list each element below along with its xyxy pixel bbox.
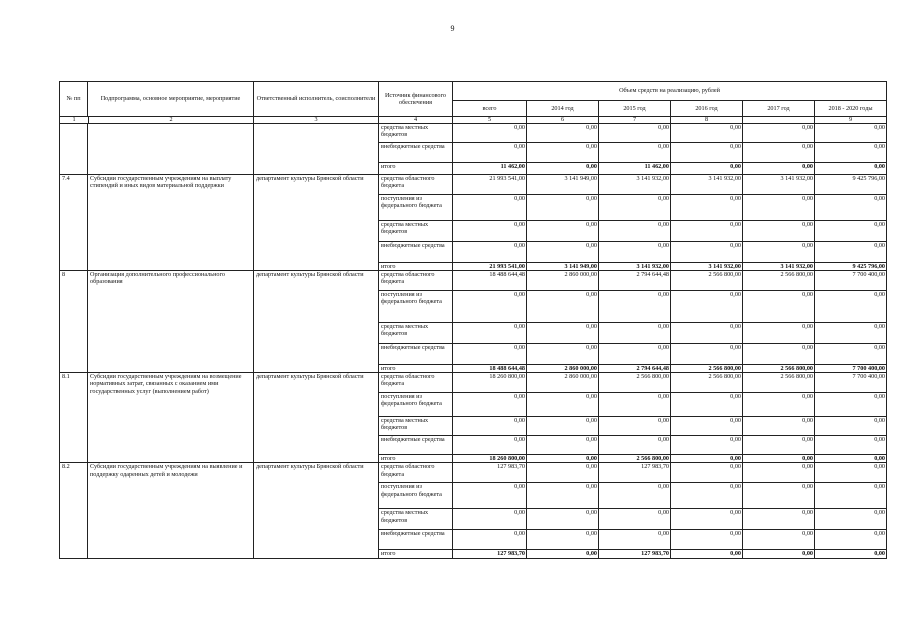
table-row — [60, 463, 887, 483]
amount-cell: 0,00 — [599, 509, 671, 530]
table-body — [60, 124, 887, 559]
amount-cell: 0,00 — [671, 393, 743, 417]
amount-cell: 0,00 — [815, 550, 887, 558]
funding-source: средства местных бюджетов — [379, 509, 453, 530]
amount-cell: 0,00 — [453, 291, 527, 323]
budget-table — [59, 81, 887, 559]
amount-cell: 7 700 400,00 — [815, 271, 887, 291]
amount-cell: 0,00 — [743, 143, 815, 163]
amount-cell: 3 141 932,00 — [599, 175, 671, 195]
funding-source: итого — [379, 550, 453, 558]
row-number — [60, 124, 88, 175]
amount-cell: 0,00 — [453, 509, 527, 530]
column-number: 1 — [72, 116, 76, 123]
funding-source: итого — [379, 365, 453, 373]
amount-cell: 0,00 — [743, 124, 815, 143]
header-year: 2017 год — [743, 101, 815, 117]
amount-cell: 0,00 — [815, 463, 887, 483]
amount-cell: 0,00 — [453, 195, 527, 221]
amount-cell: 0,00 — [527, 242, 599, 263]
row-number: 7.4 — [60, 175, 88, 271]
program-name: Субсидии государственным учреждениям на возмещение нормативных затрат, связанных с оказанием ими государственных услуг (выполнением работ) — [88, 373, 254, 463]
amount-cell: 3 141 932,00 — [671, 263, 743, 271]
amount-cell: 0,00 — [453, 323, 527, 344]
table-row — [60, 373, 887, 393]
amount-cell: 0,00 — [527, 455, 599, 463]
amount-cell: 127 983,70 — [599, 550, 671, 558]
amount-cell: 3 141 932,00 — [743, 263, 815, 271]
funding-source: внебюджетные средства — [379, 242, 453, 263]
amount-cell: 127 983,70 — [599, 463, 671, 483]
amount-cell: 0,00 — [671, 291, 743, 323]
column-number: 8 — [671, 117, 743, 124]
funding-source: средства местных бюджетов — [379, 221, 453, 242]
column-number: 7 — [599, 117, 671, 124]
amount-cell: 2 566 800,00 — [743, 271, 815, 291]
amount-cell: 0,00 — [453, 483, 527, 509]
amount-cell: 2 860 000,00 — [527, 271, 599, 291]
funding-source: средства областного бюджета — [379, 373, 453, 393]
amount-cell: 2 566 800,00 — [671, 373, 743, 393]
amount-cell: 11 462,00 — [599, 163, 671, 175]
program-name: Субсидии государственным учреждениям на выявление и поддержку одаренных детей и молодежи — [88, 463, 254, 558]
amount-cell: 0,00 — [527, 221, 599, 242]
amount-cell: 0,00 — [743, 195, 815, 221]
amount-cell: 2 566 800,00 — [743, 373, 815, 393]
amount-cell: 0,00 — [599, 195, 671, 221]
amount-cell: 21 993 541,00 — [453, 175, 527, 195]
amount-cell: 0,00 — [815, 195, 887, 221]
amount-cell: 0,00 — [815, 455, 887, 463]
amount-cell: 0,00 — [599, 483, 671, 509]
funding-source: средства областного бюджета — [379, 175, 453, 195]
amount-cell: 0,00 — [671, 417, 743, 436]
amount-cell: 0,00 — [527, 124, 599, 143]
page-number: 9 — [450, 24, 455, 33]
column-number: 4 — [379, 117, 453, 124]
row-number: 8.2 — [60, 463, 88, 558]
executor-name: департамент культуры Брянской области — [254, 271, 379, 373]
amount-cell: 0,00 — [599, 530, 671, 550]
amount-cell: 0,00 — [743, 242, 815, 263]
funding-source: поступления из федерального бюджета — [379, 291, 453, 323]
amount-cell: 0,00 — [743, 455, 815, 463]
program-name: Организация дополнительного профессионального образования — [88, 271, 254, 373]
amount-cell: 0,00 — [453, 417, 527, 436]
amount-cell: 0,00 — [453, 436, 527, 455]
amount-cell: 0,00 — [599, 344, 671, 365]
header-year: всего — [453, 101, 527, 117]
amount-cell: 0,00 — [671, 242, 743, 263]
amount-cell: 3 141 932,00 — [599, 263, 671, 271]
amount-cell: 127 983,70 — [453, 550, 527, 558]
amount-cell: 0,00 — [743, 483, 815, 509]
amount-cell: 0,00 — [453, 242, 527, 263]
amount-cell: 0,00 — [671, 344, 743, 365]
amount-cell: 0,00 — [743, 463, 815, 483]
amount-cell: 0,00 — [527, 323, 599, 344]
header-year: 2015 год — [599, 101, 671, 117]
amount-cell: 0,00 — [743, 323, 815, 344]
amount-cell: 0,00 — [815, 483, 887, 509]
amount-cell: 3 141 949,00 — [527, 175, 599, 195]
header-year: 2018 - 2020 годы — [815, 101, 887, 117]
amount-cell: 0,00 — [527, 163, 599, 175]
amount-cell: 0,00 — [743, 163, 815, 175]
header-year: 2016 год — [671, 101, 743, 117]
amount-cell: 0,00 — [599, 393, 671, 417]
amount-cell: 0,00 — [453, 393, 527, 417]
amount-cell: 0,00 — [815, 323, 887, 344]
executor-name: департамент культуры Брянской области — [254, 373, 379, 463]
amount-cell: 0,00 — [815, 344, 887, 365]
header-program: Подпрограмма, основное мероприятие, мероприятие — [88, 82, 254, 117]
amount-cell: 0,00 — [743, 436, 815, 455]
executor-name: департамент культуры Брянской области — [254, 463, 379, 558]
funding-source: внебюджетные средства — [379, 344, 453, 365]
amount-cell: 0,00 — [599, 221, 671, 242]
funding-source: внебюджетные средства — [379, 143, 453, 163]
amount-cell: 0,00 — [671, 550, 743, 558]
amount-cell: 0,00 — [743, 530, 815, 550]
amount-cell: 0,00 — [671, 530, 743, 550]
amount-cell: 0,00 — [815, 221, 887, 242]
column-number: 9 — [815, 117, 887, 124]
amount-cell: 11 462,00 — [453, 163, 527, 175]
table-row — [60, 124, 887, 143]
amount-cell: 0,00 — [599, 436, 671, 455]
amount-cell: 0,00 — [671, 143, 743, 163]
amount-cell: 7 700 400,00 — [815, 373, 887, 393]
amount-cell: 2 860 000,00 — [527, 365, 599, 373]
amount-cell: 0,00 — [599, 323, 671, 344]
amount-cell: 0,00 — [599, 417, 671, 436]
funding-source: внебюджетные средства — [379, 436, 453, 455]
amount-cell: 0,00 — [453, 143, 527, 163]
funding-source: внебюджетные средства — [379, 530, 453, 550]
amount-cell: 2 566 800,00 — [599, 373, 671, 393]
executor-name — [254, 124, 379, 175]
funding-source: итого — [379, 455, 453, 463]
amount-cell: 0,00 — [671, 455, 743, 463]
amount-cell: 18 488 644,48 — [453, 271, 527, 291]
amount-cell: 0,00 — [453, 344, 527, 365]
amount-cell: 18 260 800,00 — [453, 455, 527, 463]
amount-cell: 18 488 644,48 — [453, 365, 527, 373]
amount-cell: 0,00 — [599, 291, 671, 323]
amount-cell: 0,00 — [671, 323, 743, 344]
funding-source: средства областного бюджета — [379, 271, 453, 291]
amount-cell: 9 425 796,00 — [815, 263, 887, 271]
amount-cell: 0,00 — [815, 124, 887, 143]
table-row — [60, 271, 887, 291]
funding-source: средства местных бюджетов — [379, 323, 453, 344]
amount-cell: 0,00 — [815, 436, 887, 455]
amount-cell: 0,00 — [815, 509, 887, 530]
amount-cell: 0,00 — [671, 436, 743, 455]
amount-cell: 0,00 — [527, 509, 599, 530]
amount-cell: 0,00 — [599, 143, 671, 163]
amount-cell: 18 260 800,00 — [453, 373, 527, 393]
amount-cell: 9 425 796,00 — [815, 175, 887, 195]
amount-cell: 0,00 — [527, 417, 599, 436]
amount-cell: 0,00 — [453, 221, 527, 242]
program-name: Субсидии государственным учреждениям на выплату стипендий и иных видов материальной поддержки — [88, 175, 254, 271]
amount-cell: 0,00 — [527, 530, 599, 550]
amount-cell: 0,00 — [743, 344, 815, 365]
column-number — [60, 117, 254, 124]
amount-cell: 0,00 — [743, 417, 815, 436]
amount-cell: 0,00 — [453, 124, 527, 143]
amount-cell: 0,00 — [815, 143, 887, 163]
funding-source: средства местных бюджетов — [379, 124, 453, 143]
amount-cell: 0,00 — [815, 393, 887, 417]
amount-cell: 0,00 — [815, 163, 887, 175]
amount-cell: 0,00 — [743, 291, 815, 323]
amount-cell: 3 141 932,00 — [743, 175, 815, 195]
amount-cell: 0,00 — [815, 417, 887, 436]
amount-cell: 2 566 800,00 — [599, 455, 671, 463]
column-number: 2 — [88, 117, 253, 123]
amount-cell: 2 566 800,00 — [671, 271, 743, 291]
amount-cell: 0,00 — [599, 242, 671, 263]
amount-cell: 0,00 — [453, 530, 527, 550]
funding-source: средства местных бюджетов — [379, 417, 453, 436]
amount-cell: 0,00 — [815, 530, 887, 550]
funding-source: средства областного бюджета — [379, 463, 453, 483]
amount-cell: 0,00 — [743, 221, 815, 242]
amount-cell: 0,00 — [527, 143, 599, 163]
amount-cell: 127 983,70 — [453, 463, 527, 483]
funding-source: итого — [379, 163, 453, 175]
funding-source: поступления из федерального бюджета — [379, 393, 453, 417]
amount-cell: 2 860 000,00 — [527, 373, 599, 393]
amount-cell: 21 993 541,00 — [453, 263, 527, 271]
amount-cell: 0,00 — [527, 344, 599, 365]
funding-source: поступления из федерального бюджета — [379, 195, 453, 221]
amount-cell: 0,00 — [671, 463, 743, 483]
header-executor: Ответственный исполнитель, соисполнители — [254, 82, 379, 117]
header-source: Источник финансового обеспечения — [379, 82, 453, 117]
column-number: 3 — [254, 117, 379, 124]
amount-cell: 2 566 800,00 — [671, 365, 743, 373]
column-number — [743, 117, 815, 124]
table-row — [60, 175, 887, 195]
amount-cell: 3 141 949,00 — [527, 263, 599, 271]
funding-source: итого — [379, 263, 453, 271]
amount-cell: 7 700 400,00 — [815, 365, 887, 373]
amount-cell: 0,00 — [743, 509, 815, 530]
amount-cell: 0,00 — [527, 195, 599, 221]
amount-cell: 0,00 — [743, 393, 815, 417]
amount-cell: 0,00 — [815, 291, 887, 323]
amount-cell: 3 141 932,00 — [671, 175, 743, 195]
amount-cell: 0,00 — [743, 550, 815, 558]
row-number: 8.1 — [60, 373, 88, 463]
amount-cell: 0,00 — [671, 509, 743, 530]
amount-cell: 0,00 — [671, 483, 743, 509]
amount-cell: 0,00 — [671, 221, 743, 242]
amount-cell: 0,00 — [527, 550, 599, 558]
row-number: 8 — [60, 271, 88, 373]
amount-cell: 2 794 644,48 — [599, 271, 671, 291]
amount-cell: 2 794 644,48 — [599, 365, 671, 373]
column-number: 6 — [527, 117, 599, 124]
amount-cell: 0,00 — [671, 195, 743, 221]
amount-cell: 2 566 800,00 — [743, 365, 815, 373]
amount-cell: 0,00 — [599, 124, 671, 143]
amount-cell: 0,00 — [527, 483, 599, 509]
amount-cell: 0,00 — [527, 436, 599, 455]
amount-cell: 0,00 — [527, 463, 599, 483]
header-year: 2014 год — [527, 101, 599, 117]
amount-cell: 0,00 — [527, 291, 599, 323]
executor-name: департамент культуры Брянской области — [254, 175, 379, 271]
amount-cell: 0,00 — [815, 242, 887, 263]
column-number: 5 — [453, 117, 527, 124]
program-name — [88, 124, 254, 175]
funding-source: поступления из федерального бюджета — [379, 483, 453, 509]
header-num: № пп — [60, 82, 88, 117]
header-volume: Объем средств на реализацию, рублей — [453, 82, 887, 101]
amount-cell: 0,00 — [527, 393, 599, 417]
amount-cell: 0,00 — [671, 124, 743, 143]
amount-cell: 0,00 — [671, 163, 743, 175]
